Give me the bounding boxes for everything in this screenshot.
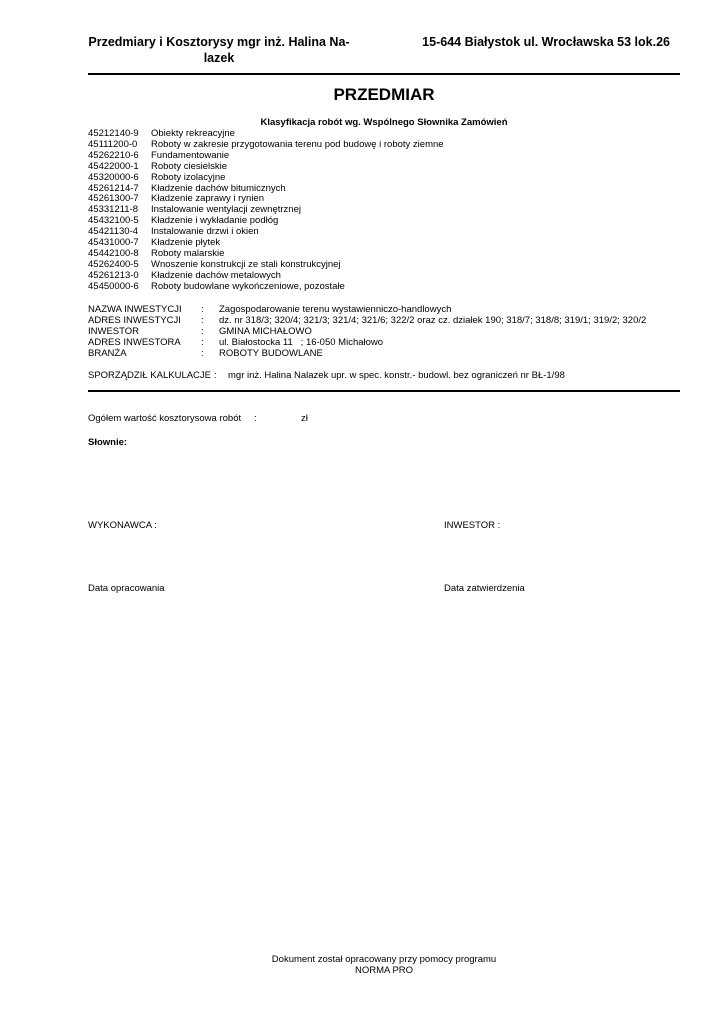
cpv-code: 45331211-8 xyxy=(88,204,139,216)
info-sep: : xyxy=(201,304,204,315)
cpv-code: 45261213-0 xyxy=(88,269,139,281)
info-key: INWESTOR xyxy=(88,325,140,337)
prepared-by-sep: : xyxy=(214,370,217,381)
header-company-line1: Przedmiary i Kosztorysy mgr inż. Halina Na- xyxy=(88,35,350,49)
header-divider xyxy=(88,73,680,75)
cpv-code: 45262210-6 xyxy=(88,149,139,161)
approval-date-label: Data zatwierdzenia xyxy=(444,583,525,594)
cpv-label: Roboty budowlane wykończeniowe, pozostałe xyxy=(151,280,345,292)
classification-item xyxy=(88,151,444,162)
header-company xyxy=(88,34,350,66)
classification-item xyxy=(88,173,444,184)
classification-item xyxy=(88,140,444,151)
classification-list xyxy=(88,129,444,293)
cpv-code: 45111200-0 xyxy=(88,138,138,150)
total-value-label: Ogółem wartość kosztorysowa robót xyxy=(88,413,242,424)
cpv-code: 45320000-6 xyxy=(88,171,139,183)
cpv-code: 45212140-9 xyxy=(88,128,139,139)
section-divider xyxy=(88,390,680,392)
cpv-code: 45432100-5 xyxy=(88,215,139,227)
cpv-label: Obiekty rekreacyjne xyxy=(151,128,235,139)
footer-note xyxy=(88,954,680,976)
header-address: 15-644 Białystok ul. Wrocławska 53 lok.26 xyxy=(422,35,670,49)
info-sep: : xyxy=(201,325,204,337)
cpv-code: 45421130-4 xyxy=(88,226,139,238)
prepared-by xyxy=(88,370,565,381)
info-key: ADRES INWESTYCJI xyxy=(88,314,181,326)
classification-title: Klasyfikacja robót wg. Wspólnego Słownika Zamówień xyxy=(260,117,508,128)
cpv-label: Wnoszenie konstrukcji ze stali konstrukcyjnej xyxy=(151,258,341,270)
cpv-code: 45261300-7 xyxy=(88,193,139,205)
document-title: PRZEDMIAR xyxy=(333,85,435,104)
classification-item xyxy=(88,184,444,195)
preparation-date-label: Data opracowania xyxy=(88,583,165,594)
info-sep: : xyxy=(201,314,204,326)
cpv-label: Instalowanie wentylacji zewnętrznej xyxy=(151,204,301,216)
info-key: NAZWA INWESTYCJI xyxy=(88,304,182,315)
classification-item xyxy=(88,238,444,249)
cpv-code: 45261214-7 xyxy=(88,182,139,194)
cpv-code: 45450000-6 xyxy=(88,280,139,292)
total-value-sep: : xyxy=(254,413,257,424)
cpv-code: 45422000-1 xyxy=(88,160,139,172)
info-row-address xyxy=(88,316,646,327)
investor-label: INWESTOR : xyxy=(444,520,501,531)
total-value xyxy=(88,413,308,424)
cpv-code: 45442100-8 xyxy=(88,247,139,259)
cpv-label: Kładzenie dachów metalowych xyxy=(151,269,281,281)
info-row-investor-address xyxy=(88,338,646,349)
prepared-by-key: SPORZĄDZIŁ KALKULACJE xyxy=(88,370,212,381)
contractor-label: WYKONAWCA : xyxy=(88,520,157,531)
classification-item xyxy=(88,282,444,293)
info-value: ul. Białostocka 11 ; 16-050 Michałowo xyxy=(219,336,384,348)
cpv-label: Roboty w zakresie przygotowania terenu pod budowę i roboty ziemne xyxy=(151,138,444,150)
cpv-label: Kładzenie zaprawy i rynien xyxy=(151,193,265,205)
classification-item xyxy=(88,227,444,238)
investment-info xyxy=(88,305,646,360)
info-key: ADRES INWESTORA xyxy=(88,336,181,348)
classification-item xyxy=(88,162,444,173)
info-value: dz. nr 318/3; 320/4; 321/3; 321/4; 321/6; 322/2 oraz cz. działek 190; 318/7; 318/8; 319/1; 319/2; 320/2 xyxy=(219,314,647,326)
info-value: GMINA MICHAŁOWO xyxy=(219,325,312,337)
info-value: Zagospodarowanie terenu wystawienniczo-handlowych xyxy=(219,304,452,315)
cpv-label: Kładzenie płytek xyxy=(151,237,221,249)
cpv-label: Roboty malarskie xyxy=(151,247,225,259)
in-words-label: Słownie: xyxy=(88,437,128,448)
footer-line2: NORMA PRO xyxy=(354,965,414,976)
cpv-code: 45262400-5 xyxy=(88,258,139,270)
info-sep: : xyxy=(201,347,204,359)
info-sep: : xyxy=(201,336,204,348)
cpv-label: Kładzenie dachów bitumicznych xyxy=(151,182,286,194)
cpv-label: Fundamentowanie xyxy=(151,149,230,161)
header-company-line2: lazek xyxy=(203,51,235,65)
cpv-label: Roboty izolacyjne xyxy=(151,171,226,183)
cpv-label: Instalowanie drzwi i okien xyxy=(151,226,259,238)
classification-item xyxy=(88,216,444,227)
info-row-branch xyxy=(88,349,646,360)
info-value: ROBOTY BUDOWLANE xyxy=(219,347,323,359)
cpv-label: Roboty ciesielskie xyxy=(151,160,228,172)
cpv-code: 45431000-7 xyxy=(88,237,139,249)
footer-line1: Dokument został opracowany przy pomocy programu xyxy=(271,954,497,965)
info-key: BRANŻA xyxy=(88,347,127,359)
prepared-by-value: mgr inż. Halina Nalazek upr. w spec. konstr.- budowl. bez ograniczeń nr BŁ-1/98 xyxy=(228,370,565,381)
cpv-label: Kładzenie i wykładanie podłóg xyxy=(151,215,279,227)
total-value-unit: zł xyxy=(301,413,308,424)
